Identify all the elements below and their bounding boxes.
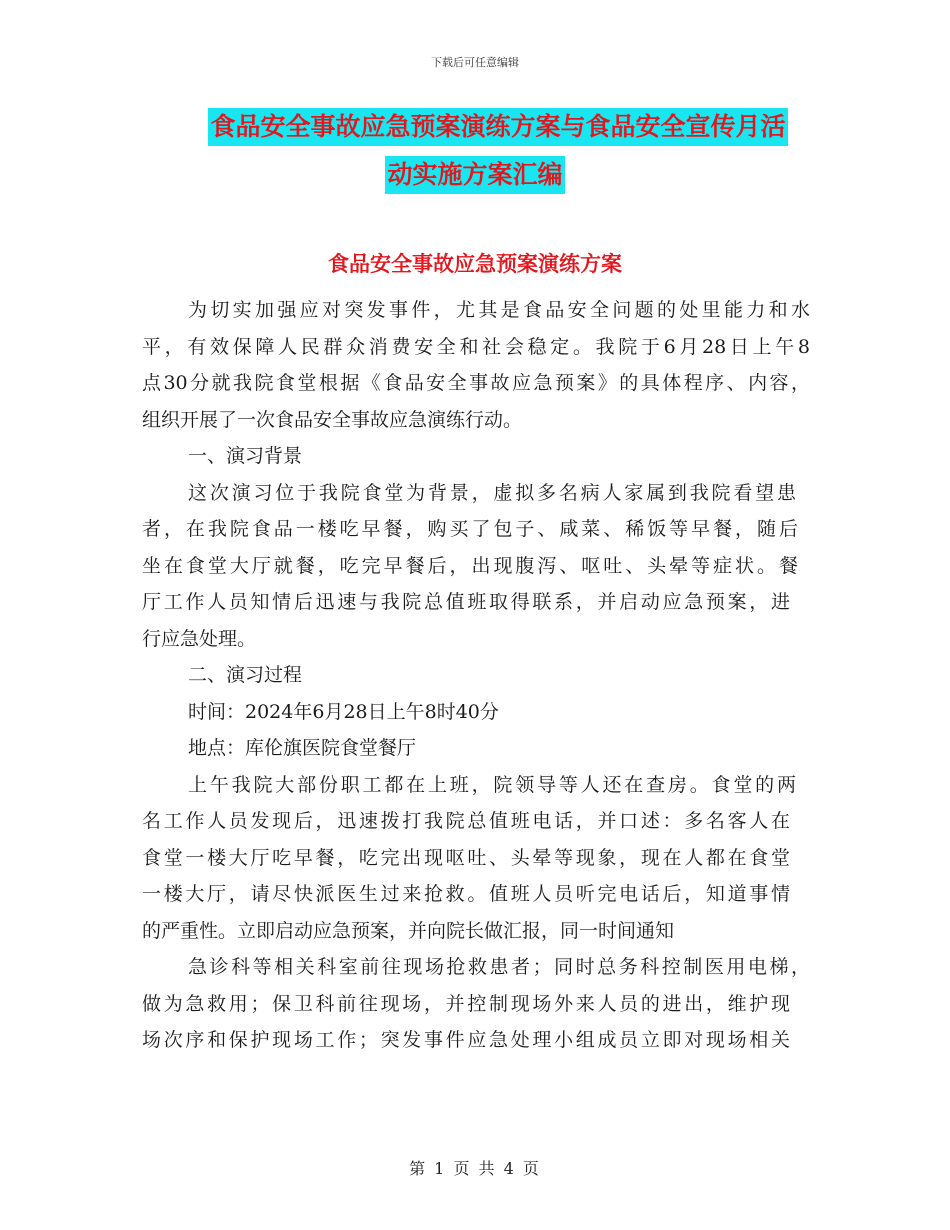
document-body [142, 292, 810, 1059]
section-subtitle: 食品安全事故应急预案演练方案 [328, 252, 622, 276]
paragraph-line: 一楼大厅，请尽快派医生过来抢救。值班人员听完电话后，知道事情 [142, 883, 790, 905]
paragraph-line: 场次序和保护现场工作；突发事件应急处理小组成员立即对现场相关 [142, 1029, 790, 1051]
title-line-2: 动实施方案汇编 [385, 156, 564, 194]
paragraph-line: 急诊科等相关科室前往现场抢救患者；同时总务科控制医用电梯， [188, 956, 810, 978]
document-title [0, 108, 950, 194]
paragraph-line: 这次演习位于我院食堂为背景，虚拟多名病人家属到我院看望患 [188, 481, 796, 504]
header-note: 下载后可任意编辑 [431, 56, 519, 69]
paragraph-line: 坐在食堂大厅就餐，吃完早餐后，出现腹泻、呕吐、头晕等症状。餐 [142, 554, 798, 577]
paragraph-line: 点30分就我院食堂根据《食品安全事故应急预案》的具体程序、内容， [142, 372, 810, 394]
paragraph-line: 地点：库伦旗医院食堂餐厅 [188, 737, 417, 759]
paragraph-line: 厅工作人员知情后迅速与我院总值班取得联系，并启动应急预案，进 [142, 591, 790, 613]
paragraph-line: 为切实加强应对突发事件，尤其是食品安全问题的处里能力和水 [188, 299, 810, 321]
paragraph-line: 名工作人员发现后，迅速拨打我院总值班电话，并口述：多名客人在 [142, 810, 790, 832]
paragraph-line: 食堂一楼大厅吃早餐，吃完出现呕吐、头晕等现象，现在人都在食堂 [142, 846, 790, 869]
paragraph-line: 做为急救用；保卫科前往现场，并控制现场外来人员的进出，维护现 [142, 992, 790, 1015]
paragraph-line: 平，有效保障人民群众消费安全和社会稳定。我院于6月28日上午8 [142, 335, 810, 358]
paragraph-line: 行应急处理。 [142, 627, 257, 650]
paragraph-line: 时间：2024年6月28日上午8时40分 [188, 700, 499, 723]
paragraph-line: 上午我院大部份职工都在上班，院领导等人还在查房。食堂的两 [188, 773, 796, 796]
section-heading: 二、演习过程 [188, 664, 303, 686]
page-number-footer: 第 1 页 共 4 页 [409, 1159, 541, 1178]
paragraph-line: 者，在我院食品一楼吃早餐，购买了包子、咸菜、稀饭等早餐，随后 [142, 518, 798, 540]
section-heading: 一、演习背景 [188, 445, 303, 467]
title-line-1: 食品安全事故应急预案演练方案与食品安全宣传月活 [208, 108, 787, 146]
paragraph-line: 的严重性。立即启动应急预案，并向院长做汇报，同一时间通知 [142, 919, 675, 942]
paragraph-line: 组织开展了一次食品安全事故应急演练行动。 [142, 408, 523, 431]
